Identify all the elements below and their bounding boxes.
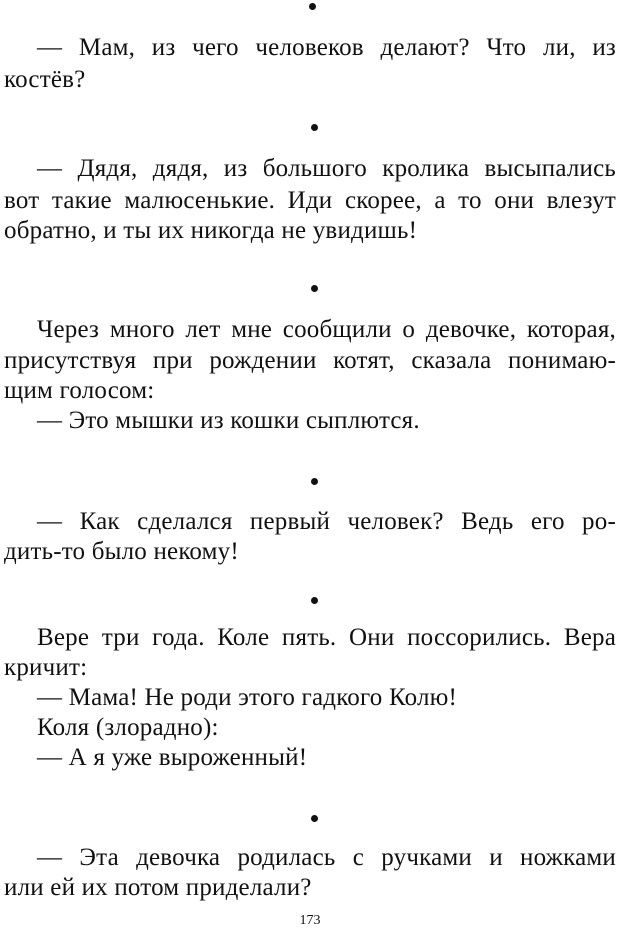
separator-dot	[311, 478, 318, 485]
separator-dot	[311, 597, 318, 604]
text-line: — Как сделался первый человек? Ведь его ро-	[37, 508, 616, 535]
text-line: дить-то было некому!	[4, 538, 239, 565]
text-line: или ей их потом приделали?	[4, 874, 312, 901]
text-line: обратно, и ты их никогда не увидишь!	[4, 217, 418, 244]
text-line: — Мама! Не роди этого гадкого Колю!	[37, 684, 458, 711]
text-line: костёв?	[4, 66, 86, 93]
separator-dot	[311, 285, 318, 292]
text-line: — А я уже выроженный!	[37, 744, 308, 771]
text-line: — Дядя, дядя, из большого кролика высыпались	[37, 155, 616, 182]
separator-dot	[311, 815, 318, 822]
text-line: присутствуя при рождении котят, сказала понимаю-	[4, 347, 616, 374]
text-line: Коля (злорадно):	[37, 714, 219, 741]
text-line: вот такие малюсенькие. Иди скорее, а то они влезут	[4, 187, 616, 214]
page-number: 173	[299, 913, 321, 928]
text-line: — Мам, из чего человеков делают? Что ли, из	[37, 34, 616, 61]
separator-dot	[309, 3, 316, 10]
text-line: щим голосом:	[4, 377, 155, 404]
text-line: — Эта девочка родилась с ручками и ножками	[37, 844, 616, 871]
text-line: Вере три года. Коле пять. Они поссорились. Вера	[37, 624, 616, 651]
separator-dot	[311, 124, 318, 131]
text-line: кричит:	[4, 654, 88, 681]
text-line: Через много лет мне сообщили о девочке, которая,	[37, 316, 616, 343]
text-line: — Это мышки из кошки сыплются.	[37, 407, 420, 434]
